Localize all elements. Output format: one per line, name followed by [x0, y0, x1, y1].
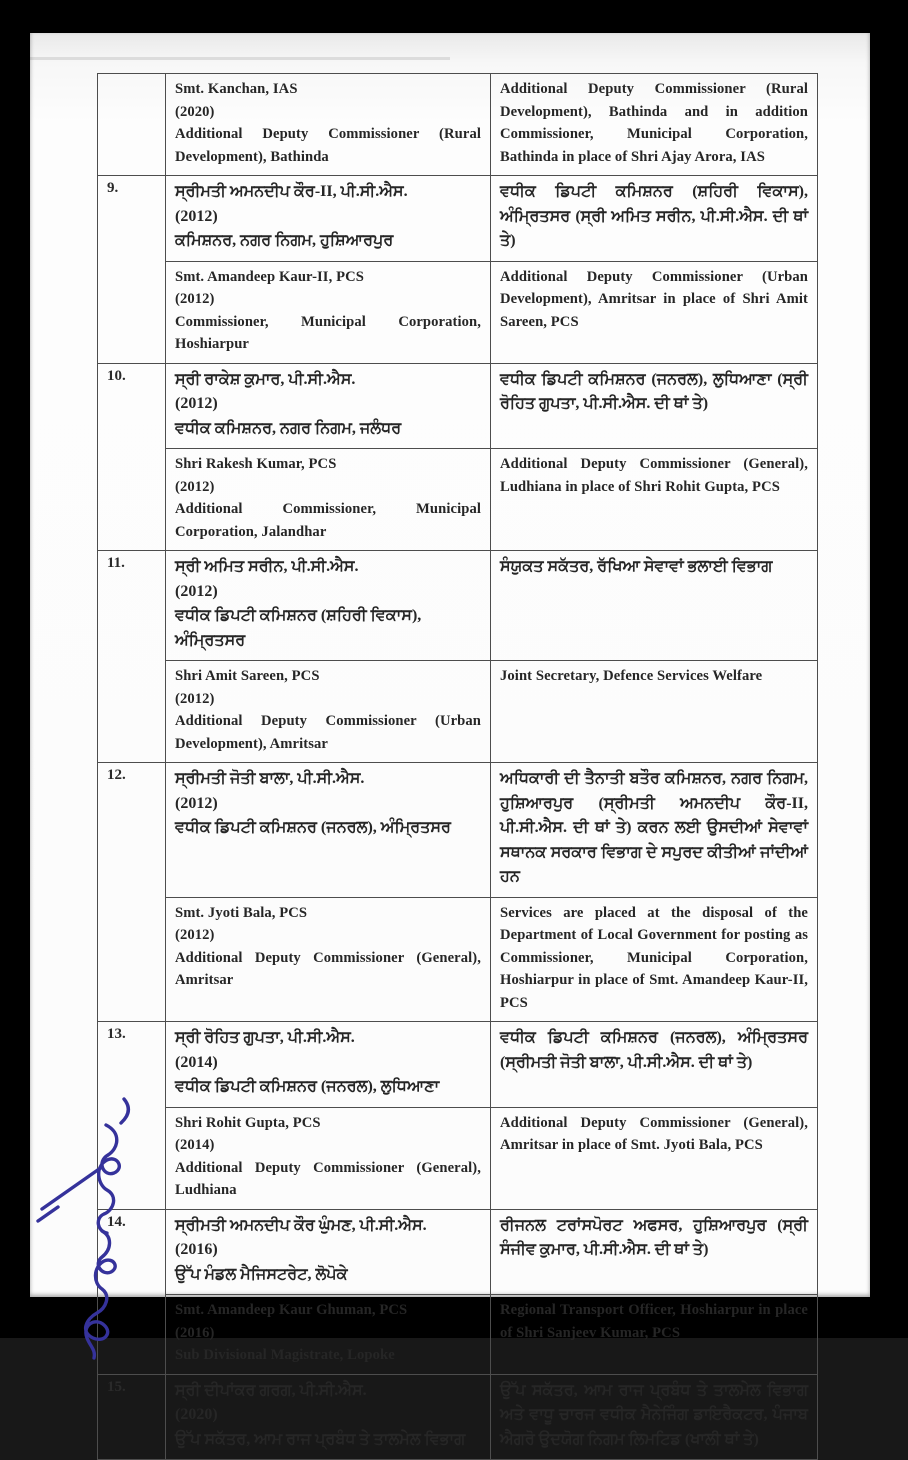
- officer-cell: [166, 661, 491, 763]
- posting-text: Services are placed at the disposal of the Department of Local Government for posting as Commissioner, Municipal Corporation, Hoshiarpur in place of Smt. Amandeep Kaur-II, PCS: [500, 904, 808, 1011]
- officer-name: ਸ੍ਰੀ ਅਮਿਤ ਸਰੀਨ, ਪੀ.ਸੀ.ਐਸ.: [175, 558, 359, 575]
- officer-post: Sub Divisional Magistrate, Lopoke: [175, 1347, 395, 1363]
- officer-post: Commissioner, Municipal Corporation, Hoshiarpur: [175, 313, 481, 352]
- officer-name: Smt. Amandeep Kaur-II, PCS: [175, 268, 364, 285]
- officer-cell: [166, 74, 491, 176]
- officer-name: ਸ੍ਰੀ ਰੋਹਿਤ ਗੁਪਤਾ, ਪੀ.ਸੀ.ਐਸ.: [175, 1029, 355, 1046]
- officer-batch: (2014): [175, 1137, 215, 1153]
- officer-batch: (2014): [175, 1053, 218, 1071]
- officer-name: ਸ੍ਰੀਮਤੀ ਅਮਨਦੀਪ ਕੌਰ ਘੁੰਮਣ, ਪੀ.ਸੀ.ਐਸ.: [175, 1216, 427, 1234]
- officer-post: ਕਮਿਸ਼ਨਰ, ਨਗਰ ਨਿਗਮ, ਹੁਸ਼ਿਆਰਪੁਰ: [175, 232, 394, 249]
- officer-batch: (2012): [175, 478, 215, 495]
- officer-batch: (2012): [175, 690, 215, 707]
- serial-cell: 12.: [98, 763, 166, 1022]
- officer-batch: (2012): [175, 291, 215, 307]
- table-row: [98, 1209, 818, 1295]
- officer-cell: [166, 1209, 491, 1295]
- officer-name: ਸ੍ਰੀਮਤੀ ਅਮਨਦੀਪ ਕੌਰ-II, ਪੀ.ਸੀ.ਐਸ.: [175, 183, 408, 200]
- table-row: [98, 897, 818, 1022]
- officer-name: Smt. Jyoti Bala, PCS: [175, 904, 308, 921]
- officer-cell: [166, 1022, 491, 1108]
- serial-cell: 9.: [98, 176, 166, 364]
- officer-cell: [166, 176, 491, 262]
- serial-cell: 13.: [98, 1022, 166, 1210]
- table-row: [98, 763, 818, 898]
- table-row: [98, 363, 818, 449]
- table-row: [98, 74, 818, 176]
- officer-name: Shri Amit Sareen, PCS: [175, 668, 320, 684]
- posting-text: Additional Deputy Commissioner (Urban Development), Amritsar in place of Shri Amit Sareen, PCS: [500, 268, 808, 330]
- table-row: [98, 551, 818, 661]
- officer-batch: (2012): [175, 794, 218, 812]
- officer-batch: (2012): [175, 207, 218, 225]
- officer-cell: [166, 897, 491, 1022]
- officer-post: ਵਧੀਕ ਕਮਿਸ਼ਨਰ, ਨਗਰ ਨਿਗਮ, ਜਲੰਧਰ: [175, 419, 402, 437]
- officer-batch: (2016): [175, 1241, 218, 1258]
- table-row: [98, 261, 818, 363]
- posting-cell: [491, 363, 818, 449]
- officer-post: ਵਧੀਕ ਡਿਪਟੀ ਕਮਿਸ਼ਨਰ (ਸ਼ਹਿਰੀ ਵਿਕਾਸ), ਅੰਮ੍ਰਿਤਸਰ: [175, 607, 422, 649]
- officer-cell: [166, 1107, 491, 1209]
- posting-text: Additional Deputy Commissioner (General), Amritsar in place of Smt. Jyoti Bala, PCS: [500, 1114, 808, 1153]
- posting-cell: [491, 176, 818, 262]
- officer-batch: (2016): [175, 1324, 215, 1341]
- transfer-order-table: [97, 73, 818, 1460]
- officer-name: ਸ੍ਰੀ ਰਾਕੇਸ਼ ਕੁਮਾਰ, ਪੀ.ਸੀ.ਐਸ.: [175, 370, 356, 388]
- table-row: [98, 449, 818, 551]
- officer-post: Additional Deputy Commissioner (General), Amritsar: [175, 949, 481, 988]
- posting-text: Joint Secretary, Defence Services Welfare: [500, 668, 763, 684]
- posting-text: ਵਧੀਕ ਡਿਪਟੀ ਕਮਿਸ਼ਨਰ (ਜਨਰਲ), ਅੰਮ੍ਰਿਤਸਰ (ਸ੍ਰੀਮਤੀ ਜੋਤੀ ਬਾਲਾ, ਪੀ.ਸੀ.ਐਸ. ਦੀ ਥਾਂ ਤੇ): [500, 1029, 808, 1071]
- officer-post: Additional Deputy Commissioner (Urban Development), Amritsar: [175, 713, 481, 752]
- officer-post: ਉੱਪ ਸਕੱਤਰ, ਆਮ ਰਾਜ ਪ੍ਰਬੰਧ ਤੇ ਤਾਲਮੇਲ ਵਿਭਾਗ: [175, 1430, 466, 1448]
- officer-name: ਸ੍ਰੀਮਤੀ ਜੋਤੀ ਬਾਲਾ, ਪੀ.ਸੀ.ਐਸ.: [175, 770, 365, 787]
- officer-cell: [166, 261, 491, 363]
- posting-cell: [491, 1295, 818, 1375]
- officer-cell: [166, 763, 491, 898]
- posting-cell: [491, 897, 818, 1022]
- officer-post: ਵਧੀਕ ਡਿਪਟੀ ਕਮਿਸ਼ਨਰ (ਜਨਰਲ), ਲੁਧਿਆਣਾ: [175, 1078, 440, 1095]
- officer-post: Additional Deputy Commissioner (Rural Development), Bathinda: [175, 126, 481, 165]
- posting-cell: [491, 261, 818, 363]
- posting-text: ਉੱਪ ਸਕੱਤਰ, ਆਮ ਰਾਜ ਪ੍ਰਬੰਧ ਤੇ ਤਾਲਮੇਲ ਵਿਭਾਗ ਅਤੇ ਵਾਧੂ ਚਾਰਜ ਵਧੀਕ ਮੈਨੇਜਿੰਗ ਡਾਇਰੈਕਟਰ, ਪੰਜਾਬ ਐਗਰੋ ਉਦਯੋਗ ਨਿਗਮ ਲਿਮਟਿਡ (ਖਾਲੀ ਥਾਂ ਤੇ): [500, 1381, 808, 1448]
- posting-cell: [491, 1209, 818, 1295]
- posting-text: Additional Deputy Commissioner (General), Ludhiana in place of Shri Rohit Gupta, PCS: [500, 456, 808, 495]
- posting-text: Regional Transport Officer, Hoshiarpur in place of Shri Sanjeev Kumar, PCS: [500, 1302, 808, 1341]
- officer-cell: [166, 449, 491, 551]
- officer-name: Smt. Kanchan, IAS: [175, 81, 298, 97]
- officer-batch: (2020): [175, 1406, 218, 1423]
- officer-post: Additional Deputy Commissioner (General), Ludhiana: [175, 1159, 481, 1198]
- serial-cell: 11.: [98, 551, 166, 763]
- posting-text: ਰੀਜਨਲ ਟਰਾਂਸਪੋਰਟ ਅਫਸਰ, ਹੁਸ਼ਿਆਰਪੁਰ (ਸ੍ਰੀ ਸੰਜੀਵ ਕੁਮਾਰ, ਪੀ.ਸੀ.ਐਸ. ਦੀ ਥਾਂ ਤੇ): [500, 1216, 808, 1258]
- officer-name: ਸ੍ਰੀ ਦੀਪਾਂਕਰ ਗਰਗ, ਪੀ.ਸੀ.ਐਸ.: [175, 1381, 367, 1399]
- posting-cell: [491, 1022, 818, 1108]
- officer-cell: [166, 1295, 491, 1375]
- posting-text: ਸੰਯੁਕਤ ਸਕੱਤਰ, ਰੱਖਿਆ ਸੇਵਾਵਾਂ ਭਲਾਈ ਵਿਭਾਗ: [500, 558, 773, 575]
- posting-cell: [491, 1107, 818, 1209]
- officer-cell: [166, 551, 491, 661]
- table-row: [98, 176, 818, 262]
- table-row: [98, 1022, 818, 1108]
- table-row: [98, 1374, 818, 1460]
- officer-post: ਵਧੀਕ ਡਿਪਟੀ ਕਮਿਸ਼ਨਰ (ਜਨਰਲ), ਅੰਮ੍ਰਿਤਸਰ: [175, 819, 451, 836]
- officer-cell: [166, 1374, 491, 1460]
- officer-cell: [166, 363, 491, 449]
- serial-cell: [98, 74, 166, 176]
- officer-name: Shri Rakesh Kumar, PCS: [175, 456, 337, 472]
- table-row: [98, 1107, 818, 1209]
- serial-cell: 14.: [98, 1209, 166, 1374]
- posting-cell: [491, 449, 818, 551]
- scan-artifact: [30, 57, 450, 60]
- posting-text: ਵਧੀਕ ਡਿਪਟੀ ਕਮਿਸ਼ਨਰ (ਜਨਰਲ), ਲੁਧਿਆਣਾ (ਸ੍ਰੀ ਰੋਹਿਤ ਗੁਪਤਾ, ਪੀ.ਸੀ.ਐਸ. ਦੀ ਥਾਂ ਤੇ): [500, 370, 808, 412]
- posting-text: ਅਧਿਕਾਰੀ ਦੀ ਤੈਨਾਤੀ ਬਤੌਰ ਕਮਿਸ਼ਨਰ, ਨਗਰ ਨਿਗਮ, ਹੁਸ਼ਿਆਰਪੁਰ (ਸ੍ਰੀਮਤੀ ਅਮਨਦੀਪ ਕੌਰ-II, ਪੀ.ਸੀ.ਐਸ. ਦੀ ਥਾਂ ਤੇ) ਕਰਨ ਲਈ ਉਸਦੀਆਂ ਸੇਵਾਵਾਂ ਸਥਾਨਕ ਸਰਕਾਰ ਵਿਭਾਗ ਦੇ ਸਪੁਰਦ ਕੀਤੀਆਂ ਜਾਂਦੀਆਂ ਹਨ: [500, 770, 808, 885]
- posting-text: ਵਧੀਕ ਡਿਪਟੀ ਕਮਿਸ਼ਨਰ (ਸ਼ਹਿਰੀ ਵਿਕਾਸ), ਅੰਮ੍ਰਿਤਸਰ (ਸ੍ਰੀ ਅਮਿਤ ਸਰੀਨ, ਪੀ.ਸੀ.ਐਸ. ਦੀ ਥਾਂ ਤੇ): [500, 183, 808, 249]
- table-row: [98, 661, 818, 763]
- officer-name: Shri Rohit Gupta, PCS: [175, 1114, 321, 1131]
- table-row: [98, 1295, 818, 1375]
- officer-batch: (2012): [175, 927, 215, 943]
- posting-cell: [491, 763, 818, 898]
- posting-cell: [491, 661, 818, 763]
- officer-batch: (2012): [175, 395, 218, 412]
- serial-cell: 15.: [98, 1374, 166, 1460]
- officer-batch: (2012): [175, 582, 218, 600]
- document-page: [30, 33, 870, 1448]
- officer-name: Smt. Amandeep Kaur Ghuman, PCS: [175, 1302, 408, 1318]
- posting-cell: [491, 551, 818, 661]
- officer-batch: (2020): [175, 103, 215, 120]
- officer-post: ਉੱਪ ਮੰਡਲ ਮੈਜਿਸਟਰੇਟ, ਲੋਪੋਕੇ: [175, 1265, 348, 1283]
- posting-cell: [491, 1374, 818, 1460]
- officer-post: Additional Commissioner, Municipal Corporation, Jalandhar: [175, 501, 481, 540]
- posting-text: Additional Deputy Commissioner (Rural Development), Bathinda and in addition Commissioner, Municipal Corporation, Bathinda in place of Shri Ajay Arora, IAS: [500, 81, 808, 165]
- serial-cell: 10.: [98, 363, 166, 551]
- posting-cell: [491, 74, 818, 176]
